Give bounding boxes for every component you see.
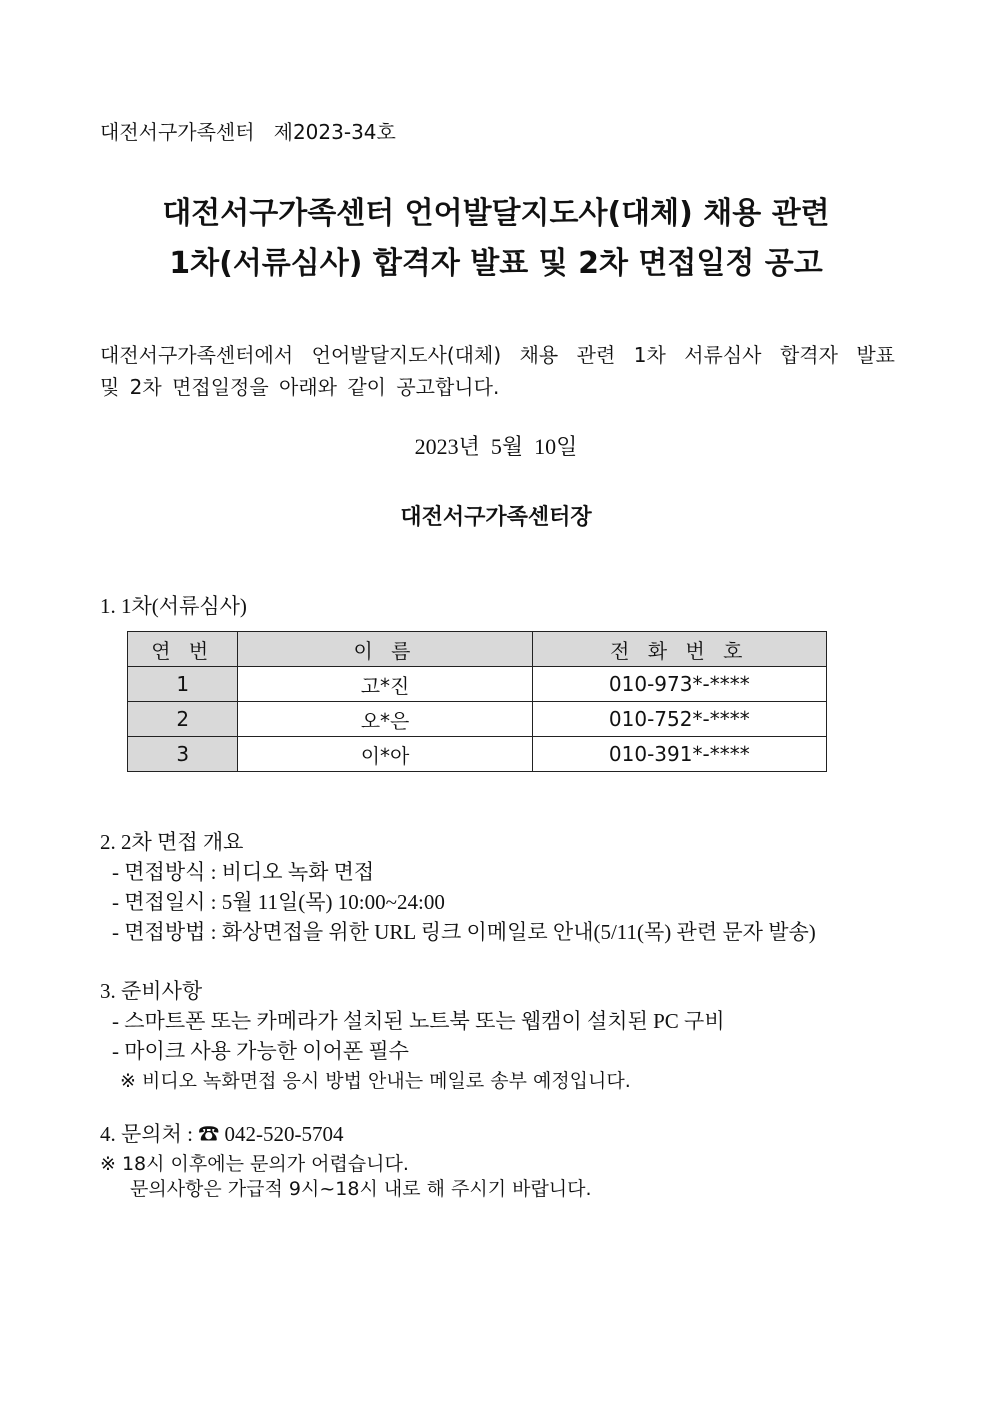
document-number: 대전서구가족센터 제2023-34호 <box>100 120 396 144</box>
contact-phone: 042-520-5704 <box>219 1122 344 1146</box>
intro-word: 대전서구가족센터에서 <box>100 343 294 367</box>
interview-method-line: - 면접방식 : 비디오 녹화 면접 <box>112 860 375 884</box>
preparation-item: - 마이크 사용 가능한 이어폰 필수 <box>112 1039 409 1063</box>
intro-word: 채용 <box>519 343 559 367</box>
row-name: 고*진 <box>238 667 532 702</box>
table-row <box>128 667 827 702</box>
table-row <box>128 702 827 737</box>
header-phone: 전 화 번 호 <box>532 632 826 667</box>
interview-procedure-line: - 면접방법 : 화상면접을 위한 URL 링크 이메일로 안내(5/11(목) 관련 문자 발송) <box>112 920 816 944</box>
header-number: 연 번 <box>128 632 238 667</box>
intro-word: 관련 <box>576 343 616 367</box>
telephone-icon: ☎ <box>198 1122 220 1146</box>
section3-heading: 3. 준비사항 <box>100 979 203 1003</box>
contact-note-1: ※ 18시 이후에는 문의가 어렵습니다. <box>100 1153 409 1175</box>
row-number: 1 <box>128 667 238 702</box>
intro-line-1 <box>100 339 895 368</box>
title-line-2: 1차(서류심사) 합격자 발표 및 2차 면접일정 공고 <box>169 246 823 281</box>
table-row <box>128 737 827 772</box>
row-name: 오*은 <box>238 702 532 737</box>
section4-heading <box>100 1118 343 1148</box>
pass-list-table <box>127 631 827 772</box>
intro-word: 발표 <box>856 343 895 367</box>
intro-word: 1차 <box>633 343 666 367</box>
announcement-date: 2023년 5월 10일 <box>414 434 578 459</box>
organization-name: 대전서구가족센터장 <box>400 505 592 530</box>
preparation-item: - 스마트폰 또는 카메라가 설치된 노트북 또는 웹캠이 설치된 PC 구비 <box>112 1009 725 1033</box>
header-name: 이 름 <box>238 632 532 667</box>
title-line-1: 대전서구가족센터 언어발달지도사(대체) 채용 관련 <box>162 196 830 231</box>
intro-word: 합격자 <box>779 343 838 367</box>
row-phone: 010-973*-**** <box>532 667 826 702</box>
contact-label: 4. 문의처 : <box>100 1122 199 1146</box>
row-number: 3 <box>128 737 238 772</box>
interview-datetime-line: - 면접일시 : 5월 11일(목) 10:00~24:00 <box>112 890 445 914</box>
row-phone: 010-391*-**** <box>532 737 826 772</box>
row-phone: 010-752*-**** <box>532 702 826 737</box>
intro-word: 서류심사 <box>684 343 762 367</box>
row-name: 이*아 <box>238 737 532 772</box>
intro-line-2: 및 2차 면접일정을 아래와 같이 공고합니다. <box>100 375 500 399</box>
intro-word: 언어발달지도사(대체) <box>311 343 502 367</box>
section1-heading: 1. 1차(서류심사) <box>100 594 247 618</box>
table-header-row <box>128 632 827 667</box>
row-number: 2 <box>128 702 238 737</box>
preparation-note: ※ 비디오 녹화면접 응시 방법 안내는 메일로 송부 예정입니다. <box>120 1070 631 1092</box>
section2-heading: 2. 2차 면접 개요 <box>100 830 244 854</box>
contact-note-2: 문의사항은 가급적 9시~18시 내로 해 주시기 바랍니다. <box>130 1178 592 1200</box>
